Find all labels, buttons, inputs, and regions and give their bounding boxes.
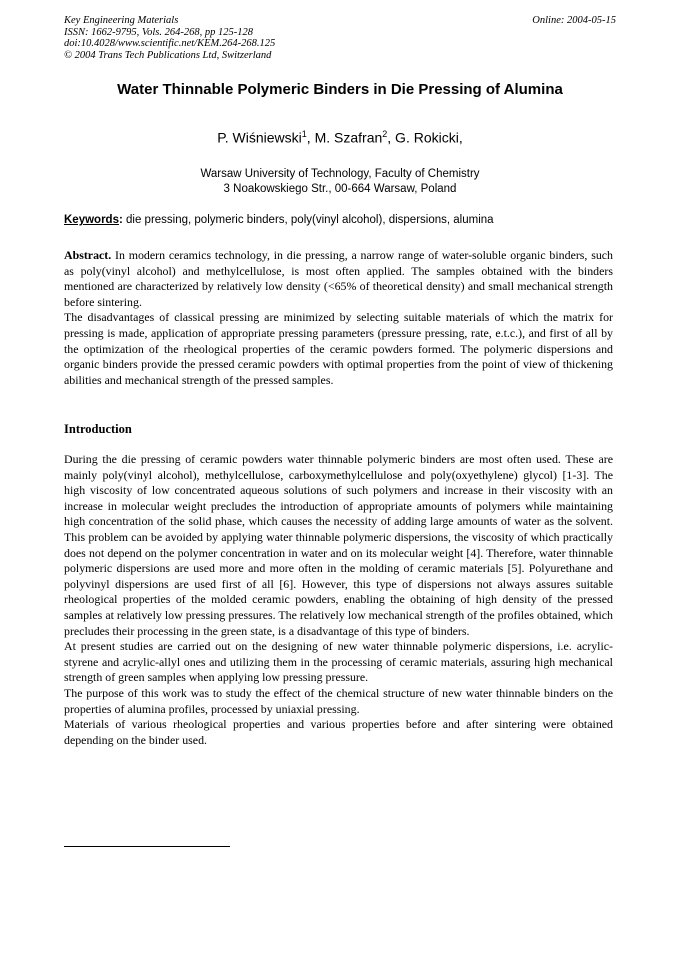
header-journal-name: Key Engineering Materials: [64, 15, 179, 26]
header-copyright: © 2004 Trans Tech Publications Ltd, Switzerland: [64, 49, 272, 61]
keywords: [64, 214, 624, 226]
abstract: [64, 248, 613, 388]
author-1-affil-mark: 1: [301, 129, 307, 139]
abstract-text-1: In modern ceramics technology, in die pressing, a narrow range of water-soluble organic binders, such as poly(vinyl alcohol) and methylcellulose, is most often applied. The samples obtained with the binders mentioned are characterized by relatively low density (<65% of theoretical density) and small mechanical strength before sintering.: [64, 248, 613, 309]
header-online-date: Online: 2004-05-15: [532, 15, 616, 26]
keywords-text: die pressing, polymeric binders, poly(vinyl alcohol), dispersions, alumina: [122, 214, 494, 226]
author-3: , G. Rokicki,: [387, 129, 463, 146]
author-2-affil-mark: 2: [382, 129, 388, 139]
introduction-body: [64, 452, 613, 748]
author-list: [64, 129, 616, 146]
keywords-label: Keywords: [64, 214, 119, 226]
header-doi: doi:10.4028/www.scientific.net/KEM.264-268.125: [64, 38, 276, 49]
introduction-paragraph-2: At present studies are carried out on the designing of new water thinnable polymeric dispersions, i.e. acrylic-styrene and acrylic-allyl ones and utilizing them in the processing of ceramic materials, assuring high mechanical strength of green samples when applying low pressing pressure.: [64, 639, 613, 685]
paper-title: Water Thinnable Polymeric Binders in Die Pressing of Alumina: [117, 81, 563, 98]
header-issn: ISSN: 1662-9795, Vols. 264-268, pp 125-128: [64, 26, 253, 38]
affiliation-line-1: Warsaw University of Technology, Faculty of Chemistry: [200, 168, 480, 180]
author-1: P. Wiśniewski: [217, 129, 302, 146]
abstract-label: Abstract.: [64, 248, 112, 262]
section-heading-introduction: Introduction: [64, 422, 132, 436]
introduction-paragraph-4: Materials of various rheological properties and various properties before and after sintering were obtained depending on the binder used.: [64, 717, 613, 747]
abstract-paragraph-2: The disadvantages of classical pressing are minimized by selecting suitable materials of which the matrix for pressing is made, application of appropriate pressing parameters (pressure pressing, rate, e.t.c.), and first of all by the optimization of the rheological properties of the ceramic powders formed. The polymeric dispersions and organic binders provide the pressed ceramic powders with optimal properties from the point of view of thickening abilities and mechanical strength of the pressed samples.: [64, 310, 613, 387]
footnote-rule: [64, 846, 230, 847]
keywords-colon: :: [118, 214, 123, 226]
introduction-paragraph-1: During the die pressing of ceramic powders water thinnable polymeric binders are most often used. These are mainly poly(vinyl alcohol), methylcellulose, carboxymethylcellulose and poly(oxyethylene) glycol) [1-3]. The high viscosity of low concentrated aqueous solutions of such polymers and increase in their viscosity with an increase in molecular weight precludes the introduction of appropriate amounts of polymers while maintaining high concentration of the solid phase, which causes the necessity of adding large amounts of water as the solvent. This problem can be avoided by applying water thinnable polymeric dispersions, the viscosity of which practically does not depend on the polymer concentration in water and on its molecular weight [4]. Therefore, water thinnable polymeric dispersions are used more and more often in the molding of ceramic materials [5]. Polyurethane and polyvinyl dispersions are used first of all [6]. However, this type of dispersions not always assures suitable rheological properties of the molded ceramic powders, enabling the obtaining of high density of the pressed samples at relatively low pressing pressures. The relatively low mechanical strength of the profiles obtained, which precludes their processing in the green state, is a disadvantage of this type of binders.: [64, 452, 613, 638]
affiliation-line-2: 3 Noakowskiego Str., 00-664 Warsaw, Poland: [223, 183, 457, 195]
abstract-paragraph-1: [64, 248, 613, 310]
journal-header: [64, 15, 616, 61]
introduction-paragraph-3: The purpose of this work was to study the effect of the chemical structure of new water thinnable binders on the properties of alumina profiles, processed by uniaxial pressing.: [64, 685, 613, 716]
author-2: , M. Szafran: [306, 129, 383, 146]
affiliation: [64, 167, 616, 197]
